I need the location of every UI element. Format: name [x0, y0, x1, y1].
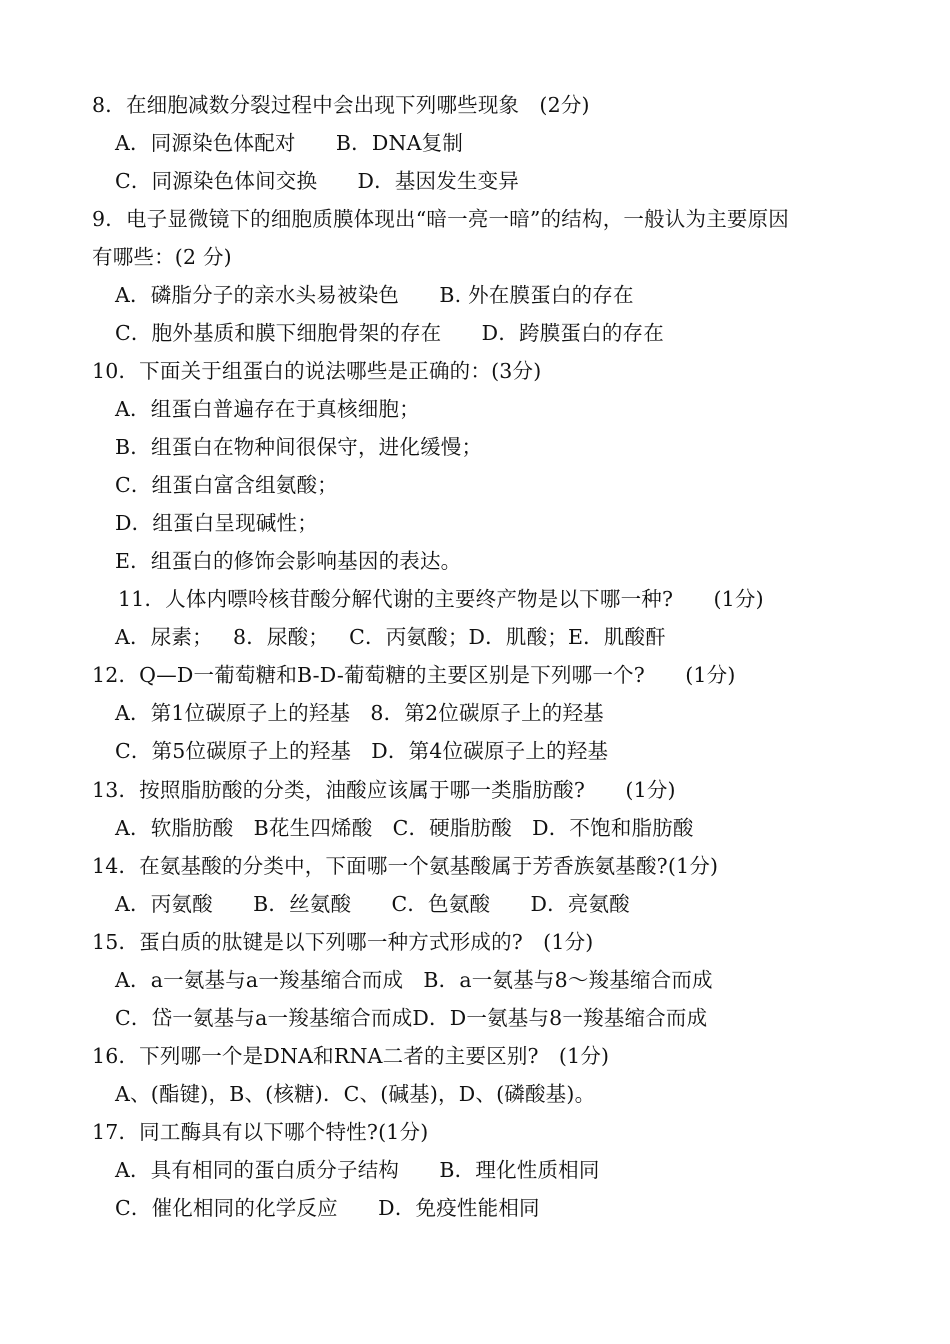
question-16-stem: 16．下列哪一个是DNA和RNA二者的主要区别? (1分) — [92, 1044, 610, 1068]
question-10-option-b: B．组蛋白在物种间很保守，进化缓慢； — [115, 435, 483, 459]
question-10-option-d: D．组蛋白呈现碱性； — [115, 511, 318, 535]
question-12-options-row-2: C．第5位碳原子上的羟基 D．第4位碳原子上的羟基 — [115, 739, 609, 763]
question-9-stem-continued: 有哪些：(2 分) — [92, 245, 232, 269]
question-8-stem: 8．在细胞减数分裂过程中会出现下列哪些现象 (2分) — [92, 93, 590, 117]
question-13-stem: 13．按照脂肪酸的分类，油酸应该属于哪一类脂肪酸? (1分) — [92, 778, 676, 802]
question-9-options-row-2: C．胞外基质和膜下细胞骨架的存在 D．跨膜蛋白的存在 — [115, 321, 664, 345]
question-15-options-row-1: A．a一氨基与a一羧基缩合而成 B．a一氨基与8～羧基缩合而成 — [115, 968, 713, 992]
question-9-options-row-1: A．磷脂分子的亲水头易被染色 B. 外在膜蛋白的存在 — [115, 283, 634, 307]
question-17-stem: 17．同工酶具有以下哪个特性?(1分) — [92, 1120, 429, 1144]
question-10-option-a: A．组蛋白普遍存在于真核细胞； — [115, 397, 420, 421]
question-10-option-c: C．组蛋白富含组氨酸； — [115, 473, 338, 497]
question-13-options: A．软脂肪酸 B花生四烯酸 C．硬脂肪酸 D．不饱和脂肪酸 — [115, 816, 694, 840]
question-12-options-row-1: A．第1位碳原子上的羟基 8．第2位碳原子上的羟基 — [115, 701, 604, 725]
question-10-stem: 10．下面关于组蛋白的说法哪些是正确的：(3分) — [92, 359, 542, 383]
question-14-options: A．丙氨酸 B．丝氨酸 C．色氨酸 D．亮氨酸 — [115, 892, 630, 916]
question-17-options-row-2: C．催化相同的化学反应 D．免疫性能相同 — [115, 1196, 540, 1220]
question-11-options: A．尿素； 8．尿酸； C．丙氨酸；D．肌酸；E．肌酸酐 — [115, 625, 666, 649]
question-16-options: A、(酯键)，B、(核糖)．C、(碱基)，D、(磷酸基)。 — [115, 1082, 596, 1106]
question-15-stem: 15．蛋白质的肽键是以下列哪一种方式形成的? (1分) — [92, 930, 594, 954]
question-10-option-e: E．组蛋白的修饰会影响基因的表达。 — [115, 549, 462, 573]
question-9-stem: 9．电子显微镜下的细胞质膜体现出“暗一亮一暗”的结构，一般认为主要原因 — [92, 207, 790, 231]
question-8-options-row-2: C．同源染色体间交换 D．基因发生变异 — [115, 169, 520, 193]
question-11-stem: 11．人体内嘌呤核苷酸分解代谢的主要终产物是以下哪一种? (1分) — [118, 587, 764, 611]
question-17-options-row-1: A．具有相同的蛋白质分子结构 B．理化性质相同 — [115, 1158, 600, 1182]
question-8-options-row-1: A．同源染色体配对 B．DNA复制 — [115, 131, 464, 155]
question-14-stem: 14．在氨基酸的分类中，下面哪一个氨基酸属于芳香族氨基酸?(1分) — [92, 854, 719, 878]
question-15-options-row-2: C．岱一氨基与a一羧基缩合而成D．D一氨基与8一羧基缩合而成 — [115, 1006, 708, 1030]
question-12-stem: 12．Q—D一葡萄糖和B-D-葡萄糖的主要区别是下列哪一个? (1分) — [92, 663, 736, 687]
